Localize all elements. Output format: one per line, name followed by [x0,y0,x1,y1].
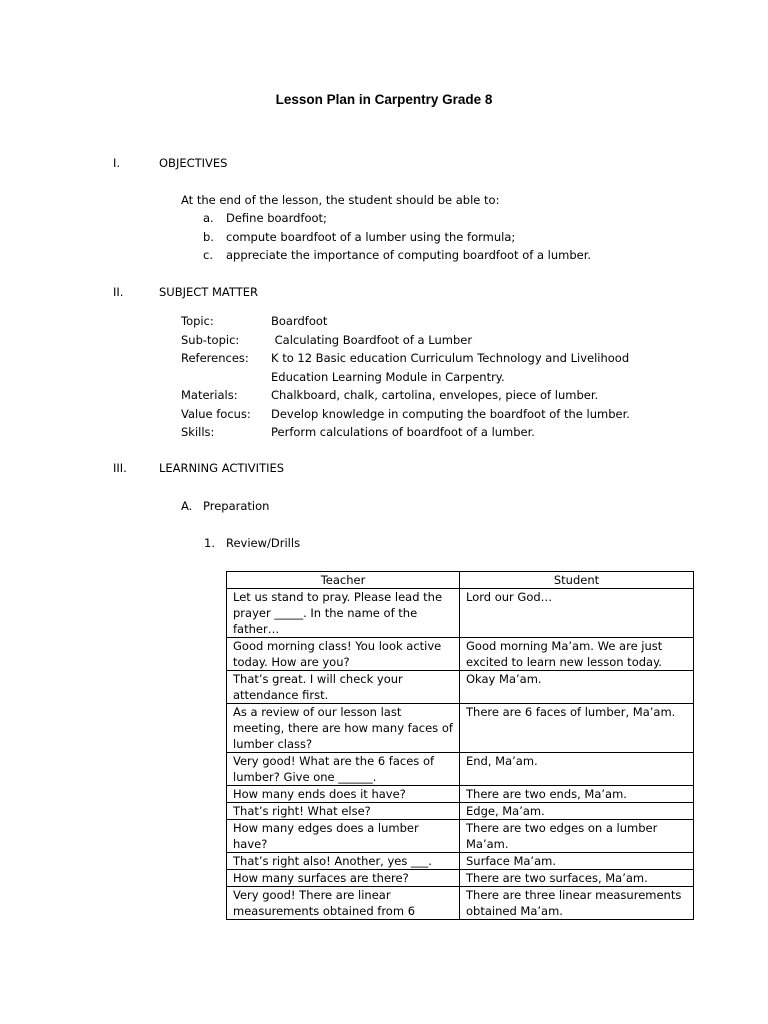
detail-value: Perform calculations of boardfoot of a lumber. [271,425,535,439]
objectives-intro: At the end of the lesson, the student should be able to: [181,193,500,207]
detail-value: K to 12 Basic education Curriculum Technology and Livelihood Education Learning Module in Carpentry. [271,351,630,384]
review-number: 1. [204,536,215,550]
detail-row [181,405,661,424]
list-letter: c. [203,248,213,262]
table-row [227,671,694,704]
list-text: compute boardfoot of a lumber using the formula; [226,229,516,244]
subject-matter-details [181,312,661,442]
detail-label: Skills: [181,425,215,439]
teacher-cell: Very good! There are linear measurements obtained from 6 [227,887,460,920]
detail-label: Topic: [181,314,214,328]
list-item [181,228,591,247]
table-row [227,638,694,671]
detail-row [181,312,661,331]
column-header-teacher: Teacher [227,572,460,589]
review-label: Review/Drills [226,536,301,550]
table-row [227,820,694,853]
table-row [227,803,694,820]
list-item [181,209,591,228]
section-number: II. [113,285,124,299]
teacher-cell: Good morning class! You look active today. How are you? [227,638,460,671]
detail-row [181,331,661,350]
teacher-cell: That’s right! What else? [227,803,460,820]
student-cell: Lord our God… [460,589,694,638]
student-cell: There are two ends, Ma’am. [460,786,694,803]
preparation-label: Preparation [203,499,270,513]
teacher-cell: How many surfaces are there? [227,870,460,887]
section-heading: LEARNING ACTIVITIES [159,461,285,475]
table-row [227,589,694,638]
list-letter: a. [203,211,214,225]
teacher-cell: Let us stand to pray. Please lead the prayer _____. In the name of the father… [227,589,460,638]
list-letter: b. [203,229,214,244]
list-text: Define boardfoot; [226,211,327,225]
preparation-letter: A. [181,499,193,513]
detail-value: Calculating Boardfoot of a Lumber [271,332,473,347]
table-row [227,704,694,753]
detail-label: Sub-topic: [181,332,240,347]
column-header-student: Student [460,572,694,589]
detail-label: References: [181,351,249,365]
review-drills-heading [204,534,300,553]
review-drills-table [226,571,694,920]
student-cell: Surface Ma’am. [460,853,694,870]
student-cell: End, Ma’am. [460,753,694,786]
page-title: Lesson Plan in Carpentry Grade 8 [275,92,493,107]
detail-value: Develop knowledge in computing the boardfoot of the lumber. [271,406,630,421]
detail-value: Boardfoot [271,314,328,328]
preparation-heading [181,497,269,516]
section-heading: SUBJECT MATTER [159,285,258,299]
detail-value: Chalkboard, chalk, cartolina, envelopes, piece of lumber. [271,388,599,402]
table-header-row [227,572,694,589]
table-row [227,853,694,870]
detail-row [181,349,661,386]
student-cell: Okay Ma’am. [460,671,694,704]
student-cell: There are two edges on a lumber Ma’am. [460,820,694,853]
list-item [181,246,591,265]
teacher-cell: As a review of our lesson last meeting, there are how many faces of lumber class? [227,704,460,753]
table-row [227,870,694,887]
teacher-cell: How many edges does a lumber have? [227,820,460,853]
section-heading: OBJECTIVES [159,156,228,170]
detail-label: Materials: [181,388,238,402]
list-text: appreciate the importance of computing boardfoot of a lumber. [226,248,592,262]
student-cell: There are two surfaces, Ma’am. [460,870,694,887]
teacher-cell: That’s right also! Another, yes ___. [227,853,460,870]
student-cell: Edge, Ma’am. [460,803,694,820]
teacher-cell: How many ends does it have? [227,786,460,803]
table-row [227,753,694,786]
detail-label: Value focus: [181,406,251,421]
section-number: III. [113,461,127,475]
student-cell: There are 6 faces of lumber, Ma’am. [460,704,694,753]
student-cell: Good morning Ma’am. We are just excited to learn new lesson today. [460,638,694,671]
student-cell: There are three linear measurements obtained Ma’am. [460,887,694,920]
table-row [227,786,694,803]
teacher-cell: Very good! What are the 6 faces of lumber? Give one ______. [227,753,460,786]
teacher-cell: That’s great. I will check your attendance first. [227,671,460,704]
section-number: I. [113,156,121,170]
table-row [227,887,694,920]
detail-row [181,386,661,405]
objectives-list [181,209,591,265]
detail-row [181,423,661,442]
